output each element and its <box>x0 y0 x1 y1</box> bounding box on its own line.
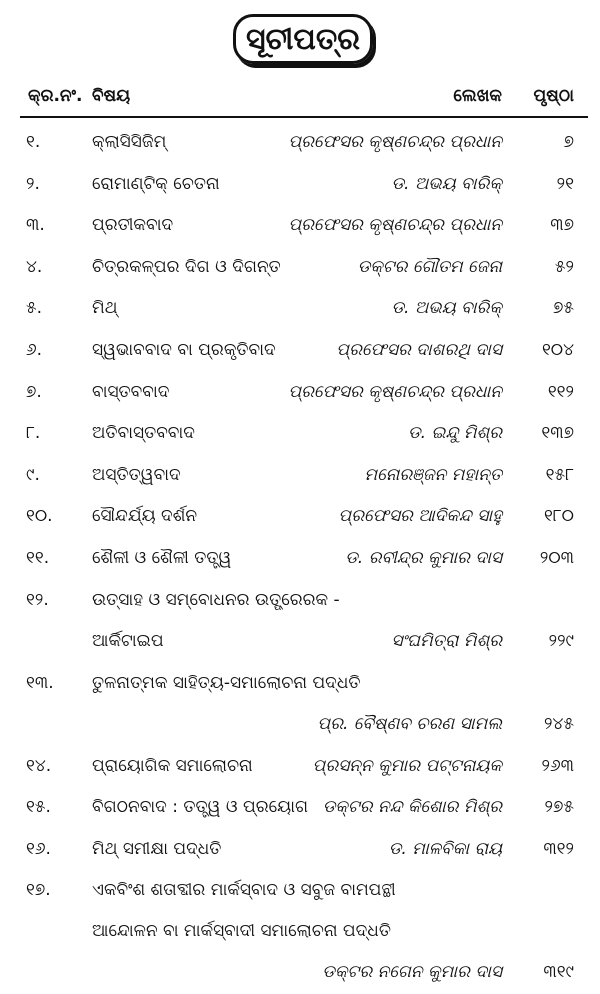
entry-page: ୧୧୨ <box>547 381 574 402</box>
entry-author: ଡକ୍ଟର ଗୌତମ ଜେନା <box>357 256 502 277</box>
entry-page: ୧୦୪ <box>541 339 574 360</box>
entry-number: ୧୭. <box>26 880 51 901</box>
entry-author: ଡ. ଅଭୟ ବାରିକ୍ <box>391 298 502 319</box>
entry-author: ଡ. ଅଭୟ ବାରିକ୍ <box>391 173 502 194</box>
entry-subject: ମିଥ୍ ସମୀକ୍ଷା ପଦ୍ଧତି <box>92 838 222 859</box>
entry-subject: ପ୍ରାୟୋଗିକ ସମାଲୋଚନା <box>92 755 253 776</box>
entry-subject: ଅତିବାସ୍ତବବାଦ <box>92 423 195 444</box>
entry-author: ପ୍ରସନ୍ନ କୁମାର ପଟ୍ଟନାୟକ <box>312 755 502 776</box>
entry-subject: ଅସ୍ତିତ୍ୱବାଦ <box>92 464 181 485</box>
entry-number: ୧୪. <box>26 755 52 776</box>
entry-subject: କ୍ଲାସିସିଜିମ୍ <box>92 132 167 152</box>
entry-subject: ଚିତ୍ରକଳ୍ପର ଦିଗ ଓ ଦିଗନ୍ତ <box>92 256 281 277</box>
entry-author: ପ୍ରଫେସର ଦାଶରଥି ଦାସ <box>336 339 502 360</box>
entry-subject-continued: ଆର୍କିଟାଇପ <box>92 630 164 651</box>
list-item <box>0 580 600 663</box>
entry-subject: ଶୈଳୀ ଓ ଶୈଳୀ ତତ୍ତ୍ୱ <box>92 547 232 568</box>
entry-author: ପ୍ରଫେସର କୃଷ୍ଣଚନ୍ଦ୍ର ପ୍ରଧାନ <box>288 381 502 402</box>
entry-number: ୬. <box>26 339 43 360</box>
entry-author: ଡ. ଇନ୍ଦୁ ମିଶ୍ର <box>407 423 502 444</box>
entry-page: ୭୫ <box>552 298 574 319</box>
entry-subject: ମିଥ୍ <box>92 298 118 319</box>
entry-page: ୧୩୭ <box>541 423 574 444</box>
list-item <box>0 164 600 206</box>
entry-number: ୧. <box>26 132 41 152</box>
contents-list <box>0 122 600 994</box>
entry-number: ୧୬. <box>26 838 51 859</box>
entry-subject-continued: ଆନ୍ଦୋଳନ ବା ମାର୍କସ୍‌ବାଦୀ ସମାଲୋଚନା ପଦ୍ଧତି <box>92 921 391 942</box>
entry-number: ୮. <box>26 423 41 444</box>
entry-number: ୧୧. <box>26 547 50 568</box>
header-subject: ବିଷୟ <box>92 86 131 106</box>
entry-number: ୩. <box>26 215 45 236</box>
list-item <box>0 746 600 788</box>
list-item <box>0 413 600 455</box>
entry-subject: ତୁଳନାତ୍ମକ ସାହିତ୍ୟ-ସମାଲୋଚନା ପଦ୍ଧତି <box>92 672 361 693</box>
list-item <box>0 538 600 580</box>
entry-page: ୨୧ <box>556 173 574 194</box>
header-divider <box>20 116 588 118</box>
entry-author: ପ୍ରଫେସର କୃଷ୍ଣଚନ୍ଦ୍ର ପ୍ରଧାନ <box>288 132 502 152</box>
entry-author: ମନୋରଞ୍ଜନ ମହାନ୍ତ <box>364 464 502 485</box>
entry-page: ୫୨ <box>554 256 574 277</box>
entry-number: ୧୫. <box>26 797 51 818</box>
header-page: ପୃଷ୍ଠା <box>533 86 574 106</box>
entry-number: ୭. <box>26 381 42 402</box>
list-item <box>0 455 600 497</box>
entry-subject: ବିଗଠନବାଦ : ତତ୍ତ୍ୱ ଓ ପ୍ରୟୋଗ <box>92 797 309 818</box>
list-item <box>0 870 600 994</box>
entry-author: ଡ. ମାଳବିକା ରାୟ <box>388 838 502 859</box>
entry-subject: ଉତ୍ସାହ ଓ ସମ୍ବୋଧନର ଉତ୍ପ୍ରେରକ - <box>92 589 340 610</box>
entry-number: ୨. <box>26 173 40 194</box>
entry-page: ୧୫୮ <box>545 464 574 485</box>
entry-number: ୧୨. <box>26 589 49 610</box>
entry-number: ୪. <box>26 256 43 277</box>
entry-page: ୩୧୯ <box>543 962 574 983</box>
entry-author: ପ୍ରଫେସର କୃଷ୍ଣଚନ୍ଦ୍ର ପ୍ରଧାନ <box>288 215 502 236</box>
entry-page: ୨୨୯ <box>548 630 574 651</box>
entry-page: ୨୦୩ <box>539 547 574 568</box>
list-item <box>0 829 600 871</box>
header-author: ଲେଖକ <box>453 86 502 106</box>
list-item <box>0 787 600 829</box>
entry-author: ଡ. ରବୀନ୍ଦ୍ର କୁମାର ଦାସ <box>345 547 502 568</box>
entry-number: ୧୩. <box>26 672 54 693</box>
entry-author: ଡକ୍ଟର ନନ୍ଦ କିଶୋର ମିଶ୍ର <box>322 797 502 818</box>
entry-subject: ପ୍ରତୀକବାଦ <box>92 215 174 236</box>
entry-page: ୩୭ <box>550 215 574 236</box>
list-item <box>0 372 600 414</box>
entry-subject: ଏକବିଂଶ ଶତାବ୍ଦୀର ମାର୍କସ୍‌ବାଦ ଓ ସବୁଜ ବାମପନ୍ଥୀ <box>92 880 396 901</box>
entry-page: ୨୭୫ <box>544 797 574 818</box>
table-header <box>0 86 600 116</box>
entry-author: ପ୍ରଫେସର ଆଦିକନ୍ଦ ସାହୁ <box>338 506 502 527</box>
entry-subject: ସୌନ୍ଦର୍ଯ୍ୟ ଦର୍ଶନ <box>92 506 198 527</box>
list-item <box>0 330 600 372</box>
entry-number: ୫. <box>26 298 43 319</box>
entry-author: ପ୍ର. ବୈଷ୍ଣବ ଚରଣ ସାମଲ <box>317 713 502 734</box>
entry-subject: ବାସ୍ତବବାଦ <box>92 381 170 402</box>
entry-page: ୧୮୦ <box>543 506 574 527</box>
list-item <box>0 247 600 289</box>
entry-page: ୨୪୫ <box>544 713 574 734</box>
list-item <box>0 288 600 330</box>
entry-number: ୯. <box>26 464 40 485</box>
list-item <box>0 122 600 164</box>
entry-number: ୧୦. <box>26 506 53 527</box>
entry-author: ସଂଘମିତ୍ରା ମିଶ୍ର <box>391 630 502 651</box>
list-item <box>0 663 600 746</box>
entry-page: ୩୧୨ <box>543 838 574 859</box>
list-item <box>0 205 600 247</box>
entry-subject: ସ୍ୱଭାବବାଦ ବା ପ୍ରକୃତିବାଦ <box>92 339 276 360</box>
list-item <box>0 496 600 538</box>
entry-author: ଡକ୍ଟର ନଗେନ କୁମାର ଦାସ <box>322 962 502 983</box>
header-number: କ୍ର.ନଂ. <box>28 86 83 106</box>
entry-page: ୨୬୩ <box>541 755 574 776</box>
entry-subject: ରୋମାଣ୍ଟିକ୍ ଚେତନା <box>92 173 220 194</box>
entry-page: ୭ <box>563 132 574 152</box>
page-title: ସୂଚୀପତ୍ର <box>233 14 373 64</box>
